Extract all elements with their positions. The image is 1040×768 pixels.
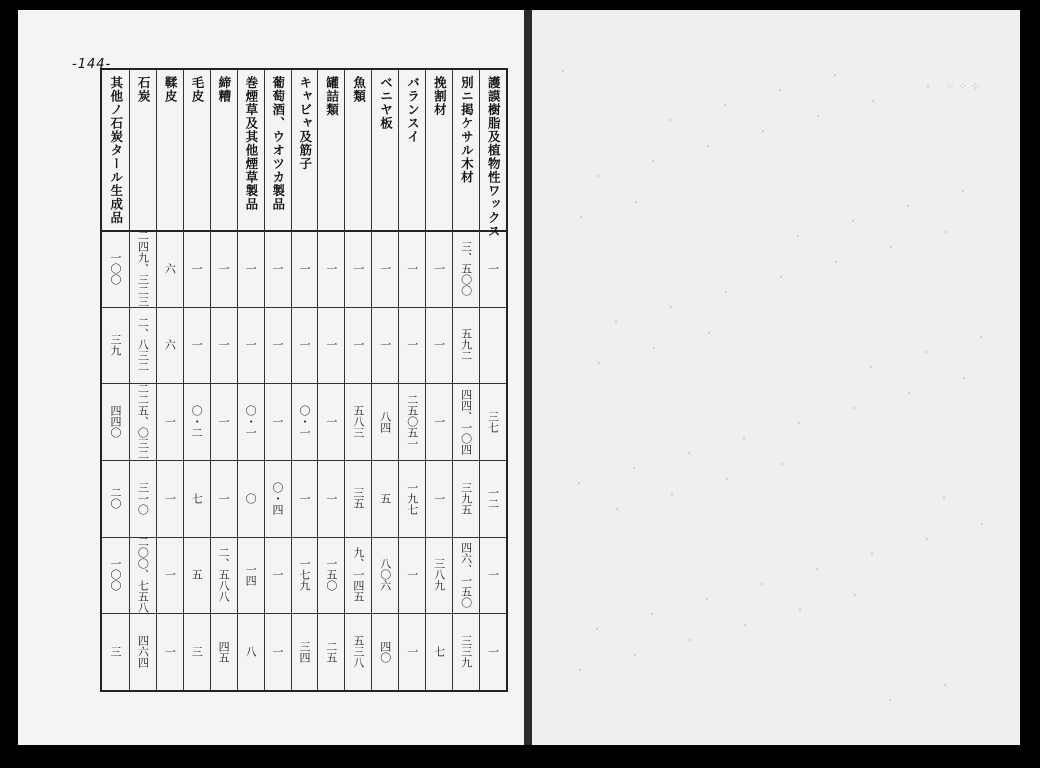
column-header	[453, 70, 479, 230]
paper-speck	[633, 467, 635, 469]
paper-speck	[562, 70, 564, 72]
paper-speck	[578, 482, 580, 484]
paper-speck	[871, 553, 873, 555]
column-header	[211, 70, 237, 230]
cell-value: 三	[190, 646, 204, 658]
table-column	[237, 70, 264, 690]
paper-speck	[981, 523, 983, 525]
table-cell	[345, 383, 371, 460]
table-cell	[265, 230, 291, 307]
cell-value: 〇・四	[271, 481, 285, 515]
cell-value: 二〇	[108, 487, 122, 510]
table-cell	[345, 460, 371, 537]
column-header	[318, 70, 344, 230]
paper-speck	[798, 422, 800, 424]
cell-value: 一	[405, 339, 419, 351]
cell-value: 一	[244, 262, 258, 274]
table-cell	[130, 460, 156, 537]
paper-speck	[852, 220, 854, 222]
cell-value: 一	[378, 339, 392, 351]
paper-speck	[872, 100, 874, 102]
table-cell	[157, 537, 183, 614]
table-cell	[480, 230, 506, 307]
table-cell	[345, 613, 371, 690]
paper-speck	[945, 231, 947, 233]
column-header-label: 鞣皮	[163, 76, 179, 103]
table-cell	[211, 307, 237, 384]
table-column	[264, 70, 291, 690]
paper-speck	[944, 684, 946, 686]
table-cell	[345, 537, 371, 614]
cell-value: 一	[486, 569, 500, 581]
paper-speck	[743, 437, 745, 439]
paper-speck	[634, 654, 636, 656]
table-cell	[238, 460, 264, 537]
cell-value: 一七九	[297, 558, 311, 592]
paper-speck	[908, 392, 910, 394]
right-page-blank	[532, 10, 1020, 745]
cell-value: 一	[324, 262, 338, 274]
table-column	[183, 70, 210, 690]
paper-speck	[724, 104, 726, 106]
table-cell	[318, 460, 344, 537]
table-cell	[130, 537, 156, 614]
cell-value: 八四	[378, 410, 392, 433]
cell-value: 一	[271, 569, 285, 581]
column-header	[265, 70, 291, 230]
paper-speck	[635, 201, 637, 203]
cell-value: 二二五、〇三二	[136, 383, 150, 461]
paper-speck	[598, 362, 600, 364]
paper-speck	[853, 407, 855, 409]
cell-value: 一	[163, 569, 177, 581]
cell-value: 五三八	[351, 635, 365, 669]
table-cell	[426, 307, 452, 384]
cell-value: 四〇	[378, 640, 392, 663]
table-cell	[211, 383, 237, 460]
paper-speck	[671, 493, 673, 495]
column-header-label: 葡萄酒、ウオツカ製品	[270, 76, 286, 211]
column-header-label: 毛皮	[190, 76, 205, 103]
cell-value: 一	[217, 416, 231, 428]
table-cell	[157, 613, 183, 690]
table-cell	[372, 537, 398, 614]
book-spine	[524, 10, 532, 745]
column-header	[399, 70, 425, 230]
table-cell	[480, 460, 506, 537]
table-cell	[184, 537, 210, 614]
column-header	[102, 70, 129, 230]
cell-value: 五八三	[351, 405, 365, 439]
table-cell	[211, 613, 237, 690]
cell-value: 一	[351, 339, 365, 351]
cell-value: 〇・二	[190, 405, 204, 439]
table-cell	[480, 537, 506, 614]
cell-value: 一五〇	[324, 558, 338, 592]
table-cell	[157, 383, 183, 460]
cell-value: 三三九	[459, 635, 473, 669]
table-cell	[345, 230, 371, 307]
column-header-label: 巻煙草及其他煙草製品	[243, 76, 259, 211]
table-cell	[318, 613, 344, 690]
paper-speck	[890, 246, 892, 248]
cell-value: 二、五八八	[217, 547, 231, 603]
table-cell	[292, 537, 318, 614]
paper-speck	[651, 613, 653, 615]
paper-speck	[653, 347, 655, 349]
statistics-table	[100, 68, 508, 692]
column-header-label: キャビャ及筋子	[297, 76, 313, 171]
cell-value: 五	[378, 492, 392, 504]
paper-speck	[926, 538, 928, 540]
table-cell	[130, 383, 156, 460]
cell-value: 一	[324, 339, 338, 351]
table-cell	[480, 383, 506, 460]
table-cell	[238, 307, 264, 384]
table-column	[156, 70, 183, 690]
paper-speck	[580, 216, 582, 218]
cell-value: 二、八三二	[136, 317, 150, 373]
table-cell	[265, 613, 291, 690]
cell-value: 四四〇	[108, 405, 122, 439]
cell-value: 三四	[297, 640, 311, 663]
table-column	[210, 70, 237, 690]
table-cell	[265, 383, 291, 460]
table-cell	[399, 383, 425, 460]
cell-value: 一	[432, 492, 446, 504]
table-cell	[102, 307, 129, 384]
column-header-label: 石炭	[136, 76, 152, 103]
table-cell	[102, 230, 129, 307]
cell-value: 一	[271, 646, 285, 658]
table-cell	[292, 383, 318, 460]
cell-value: 一	[163, 492, 177, 504]
table-cell	[318, 307, 344, 384]
column-header	[238, 70, 264, 230]
table-cell	[184, 383, 210, 460]
cell-value: 一四	[244, 563, 258, 586]
paper-speck	[596, 628, 598, 630]
table-cell	[318, 383, 344, 460]
table-column	[317, 70, 344, 690]
table-cell	[480, 307, 506, 384]
cell-value: 一二	[486, 487, 500, 510]
cell-value: 一	[271, 339, 285, 351]
table-cell	[453, 537, 479, 614]
cell-value: 一	[217, 339, 231, 351]
paper-speck	[707, 145, 709, 147]
cell-value: 五	[190, 569, 204, 581]
cell-value: 一	[324, 492, 338, 504]
table-cell	[372, 383, 398, 460]
table-column	[425, 70, 452, 690]
cell-value: 〇・一	[244, 405, 258, 439]
column-header	[372, 70, 398, 230]
column-header-label: 罐詰類	[324, 76, 340, 117]
paper-speck	[907, 205, 909, 207]
paper-speck	[689, 639, 691, 641]
cell-value: 一	[378, 262, 392, 274]
cell-value: 一	[271, 262, 285, 274]
table-column	[291, 70, 318, 690]
paper-speck	[762, 130, 764, 132]
table-cell	[426, 460, 452, 537]
cell-value: 一	[351, 262, 365, 274]
cell-value: 一	[297, 262, 311, 274]
paper-speck	[835, 261, 837, 263]
paper-speck	[708, 332, 710, 334]
column-header-label: 護謨樹脂及植物性ワックス	[486, 76, 502, 238]
paper-speck	[726, 478, 728, 480]
table-cell	[453, 230, 479, 307]
cell-value: 一	[217, 262, 231, 274]
cell-value: 一	[486, 646, 500, 658]
table-cell	[211, 230, 237, 307]
paper-speck	[834, 74, 836, 76]
table-column	[452, 70, 479, 690]
paper-speck	[669, 119, 671, 121]
cell-value: 一	[163, 416, 177, 428]
cell-value: 一	[271, 416, 285, 428]
cell-value: 四六、一五〇	[459, 541, 473, 608]
table-cell	[399, 613, 425, 690]
cell-value: 三八九	[432, 558, 446, 592]
cell-value: 三七	[486, 410, 500, 433]
paper-speck	[781, 463, 783, 465]
table-cell	[426, 537, 452, 614]
table-cell	[292, 230, 318, 307]
table-column	[344, 70, 371, 690]
cell-value: 八〇六	[378, 558, 392, 592]
cell-value: 一	[190, 262, 204, 274]
paper-speck	[615, 321, 617, 323]
cell-value: 一	[217, 492, 231, 504]
table-column	[129, 70, 156, 690]
table-cell	[265, 307, 291, 384]
column-header-label: バランスイ	[405, 76, 421, 144]
paper-speck	[854, 594, 856, 596]
table-cell	[399, 307, 425, 384]
table-column	[102, 70, 129, 690]
cell-value: 五九二	[459, 328, 473, 362]
table-cell	[292, 460, 318, 537]
table-cell	[211, 537, 237, 614]
table-cell	[292, 307, 318, 384]
table-cell	[157, 230, 183, 307]
table-cell	[238, 230, 264, 307]
cell-value: 一〇〇	[108, 558, 122, 592]
cell-value: 七	[432, 646, 446, 658]
table-cell	[426, 613, 452, 690]
table-cell	[238, 537, 264, 614]
table-cell	[157, 460, 183, 537]
table-column	[398, 70, 425, 690]
table-cell	[130, 307, 156, 384]
paper-speck	[870, 366, 872, 368]
table-cell	[318, 230, 344, 307]
cell-value: 六	[163, 262, 177, 274]
table-cell	[480, 613, 506, 690]
table-cell	[184, 230, 210, 307]
column-header-label: 締糟	[216, 76, 232, 103]
cell-value: 二五〇五一	[405, 394, 419, 450]
paper-speck	[925, 351, 927, 353]
cell-value: 三、五〇〇	[459, 240, 473, 296]
paper-speck	[761, 583, 763, 585]
paper-speck	[744, 624, 746, 626]
cell-value: 三九	[108, 333, 122, 356]
paper-speck	[799, 609, 801, 611]
table-cell	[345, 307, 371, 384]
paper-speck	[889, 699, 891, 701]
table-cell	[426, 230, 452, 307]
table-cell	[372, 230, 398, 307]
table-cell	[157, 307, 183, 384]
cell-value: 八	[244, 646, 258, 658]
table-cell	[399, 230, 425, 307]
table-cell	[184, 307, 210, 384]
table-cell	[102, 460, 129, 537]
table-cell	[184, 460, 210, 537]
cell-value: 一	[297, 339, 311, 351]
paper-speck	[779, 89, 781, 91]
cell-value: 一	[405, 646, 419, 658]
column-header	[292, 70, 318, 230]
table-cell	[318, 537, 344, 614]
paper-speck	[652, 160, 654, 162]
paper-speck	[706, 598, 708, 600]
cell-value: 三一〇	[136, 481, 150, 515]
paper-speck	[816, 568, 818, 570]
table-cell	[102, 613, 129, 690]
table-cell	[453, 383, 479, 460]
cell-value: 一	[432, 339, 446, 351]
table-cell	[265, 460, 291, 537]
table-cell	[211, 460, 237, 537]
column-header	[130, 70, 156, 230]
cell-value: 四四、一〇四	[459, 388, 473, 455]
cell-value: 一	[405, 569, 419, 581]
cell-value: 六	[163, 339, 177, 351]
cell-value: 四六四	[136, 635, 150, 669]
cell-value: 一	[297, 492, 311, 504]
table-cell	[453, 460, 479, 537]
cell-value: 一	[405, 262, 419, 274]
paper-speck	[927, 85, 929, 87]
paper-speck	[579, 669, 581, 671]
column-header-label: 挽割材	[432, 76, 448, 117]
cell-value: 〇	[244, 492, 258, 504]
cell-value: 一	[432, 416, 446, 428]
paper-speck	[725, 291, 727, 293]
cell-value: 一	[163, 646, 177, 658]
cell-value: 四五	[217, 640, 231, 663]
paper-speck	[616, 508, 618, 510]
paper-speck	[780, 276, 782, 278]
paper-speck	[797, 235, 799, 237]
column-header	[184, 70, 210, 230]
paper-speck	[688, 452, 690, 454]
cell-value: 一	[324, 416, 338, 428]
table-cell	[238, 613, 264, 690]
cell-value: 一	[486, 262, 500, 274]
table-cell	[102, 383, 129, 460]
table-cell	[184, 613, 210, 690]
paper-speck	[670, 306, 672, 308]
cell-value: 二〇〇、七五八	[136, 536, 150, 614]
column-header	[345, 70, 371, 230]
table-cell	[372, 613, 398, 690]
table-cell	[399, 460, 425, 537]
column-header-label: 魚類	[351, 76, 367, 103]
paper-speck	[963, 377, 965, 379]
column-header	[426, 70, 452, 230]
table-cell	[238, 383, 264, 460]
table-cell	[453, 307, 479, 384]
paper-speck	[980, 336, 982, 338]
column-header	[480, 70, 506, 238]
column-header-label: ベニヤ板	[378, 76, 394, 130]
cell-value: 一九七	[405, 481, 419, 515]
table-column	[371, 70, 398, 690]
cell-value: 三	[108, 646, 122, 658]
table-cell	[372, 307, 398, 384]
cell-value: 九、一四五	[351, 547, 365, 603]
table-column	[479, 70, 506, 690]
cell-value: 二五	[324, 640, 338, 663]
table-cell	[426, 383, 452, 460]
table-cell	[292, 613, 318, 690]
column-header-label: 其他ノ石炭タール生成品	[108, 76, 124, 225]
bleed-through-text: ⁘ ⁘ ⁘	[945, 80, 980, 93]
table-cell	[130, 613, 156, 690]
column-header	[157, 70, 183, 230]
cell-value: 一〇〇	[108, 251, 122, 285]
paper-speck	[817, 115, 819, 117]
cell-value: 一	[244, 339, 258, 351]
table-cell	[399, 537, 425, 614]
cell-value: 一	[190, 339, 204, 351]
page-number: -144-	[72, 57, 112, 72]
table-cell	[130, 230, 156, 307]
paper-speck	[943, 497, 945, 499]
paper-speck	[962, 190, 964, 192]
cell-value: 三五	[351, 487, 365, 510]
column-header-label: 別ニ掲ケサル木材	[459, 76, 475, 184]
cell-value: 一	[432, 262, 446, 274]
paper-speck	[597, 175, 599, 177]
cell-value: 三九五	[459, 481, 473, 515]
cell-value: 二四九、三二三	[136, 229, 150, 307]
cell-value: 七	[190, 492, 204, 504]
table-cell	[372, 460, 398, 537]
table-cell	[102, 537, 129, 614]
table-cell	[453, 613, 479, 690]
table-cell	[265, 537, 291, 614]
cell-value: 〇・一	[297, 405, 311, 439]
